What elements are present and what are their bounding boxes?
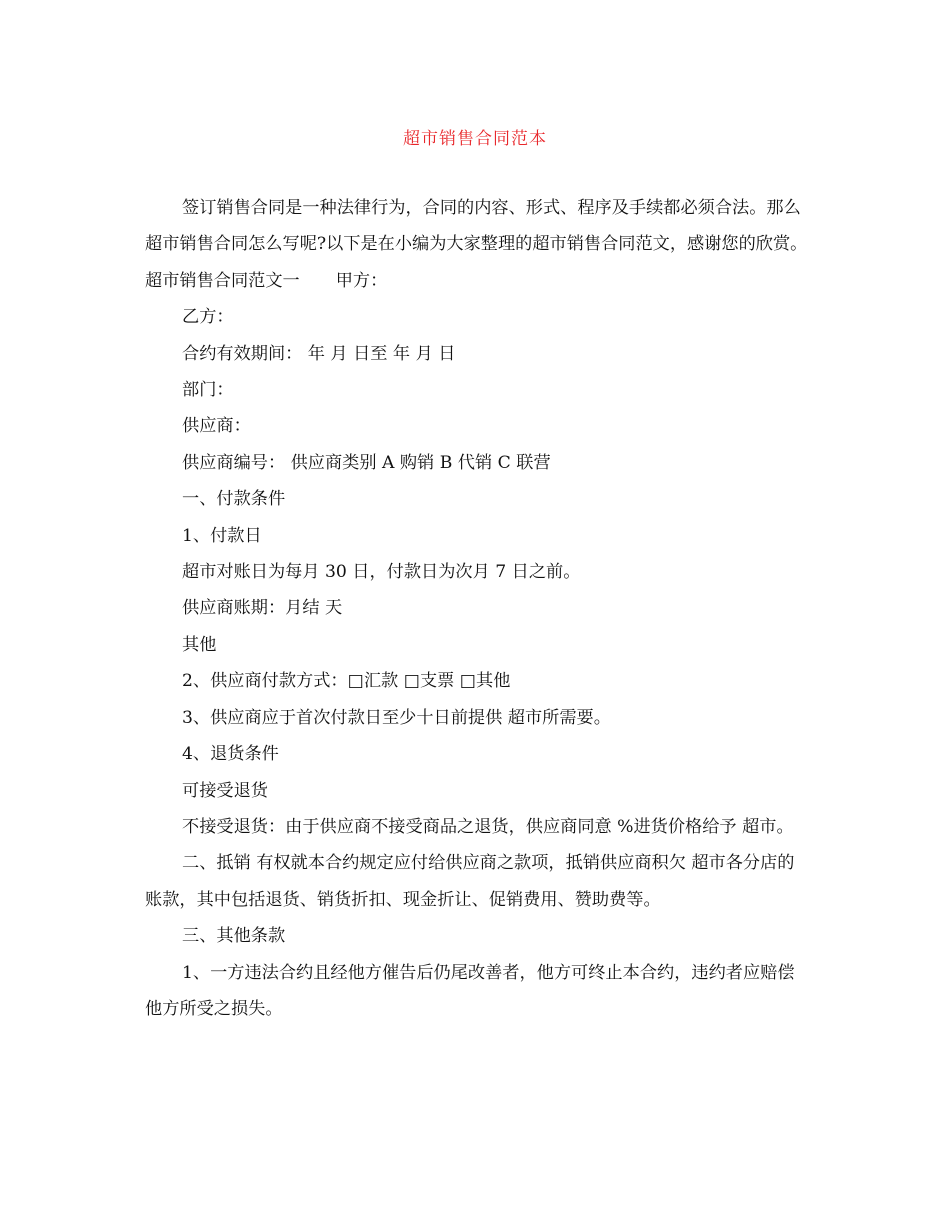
supplier-label: 供应商： <box>182 416 251 437</box>
returns-accepted: 可接受退货 <box>182 780 268 801</box>
breach-clause: 1、一方违法合约且经他方催告后仍尾改善者，他方可终止本合约，违约者应赔偿他方所受之损失。 <box>145 962 795 1019</box>
payment-day-text: 超市对账日为每月 30 日，付款日为次月 7 日之前。 <box>182 562 581 583</box>
returns-not-accepted: 不接受退货：由于供应商不接受商品之退货，供应商同意 %进货价格给予 超市。 <box>182 816 794 837</box>
party-b-label: 乙方： <box>182 307 234 328</box>
paragraph-sample-heading-line <box>145 263 810 299</box>
first-payment-provision: 3、供应商应于首次付款日至少十日前提供 超市所需要。 <box>182 707 611 728</box>
paragraph-intro: 签订销售合同是一种法律行为，合同的内容、形式、程序及手续都必须合法。那么超市销售合同怎么写呢?以下是在小编为大家整理的超市销售合同范文，感谢您的欣赏。 <box>145 198 808 255</box>
document-body <box>145 190 810 1027</box>
supplier-number: 供应商编号： 供应商类别 A 购销 B 代销 C 联营 <box>182 452 551 473</box>
return-conditions-heading: 4、退货条件 <box>182 744 279 765</box>
payment-method: 2、供应商付款方式：□汇款 □支票 □其他 <box>182 671 511 692</box>
section-other-terms: 三、其他条款 <box>182 926 286 947</box>
supplier-account-period: 供应商账期：月结 天 <box>182 598 343 619</box>
party-a-label: 甲方： <box>335 270 388 291</box>
document-title: 超市销售合同范本 <box>403 129 547 149</box>
offset-clause: 二、抵销 有权就本合约规定应付给供应商之款项，抵销供应商积欠 超市各分店的账款，其中包括退货、销货折扣、现金折让、促销费用、赞助费等。 <box>145 853 795 910</box>
sample-heading: 超市销售合同范文一 <box>145 270 300 291</box>
section-payment-terms: 一、付款条件 <box>182 489 286 510</box>
contract-period: 合约有效期间： 年 月 日至 年 月 日 <box>182 343 456 364</box>
payment-day-heading: 1、付款日 <box>182 525 262 546</box>
department-label: 部门： <box>182 380 234 401</box>
other-text: 其他 <box>182 634 217 655</box>
